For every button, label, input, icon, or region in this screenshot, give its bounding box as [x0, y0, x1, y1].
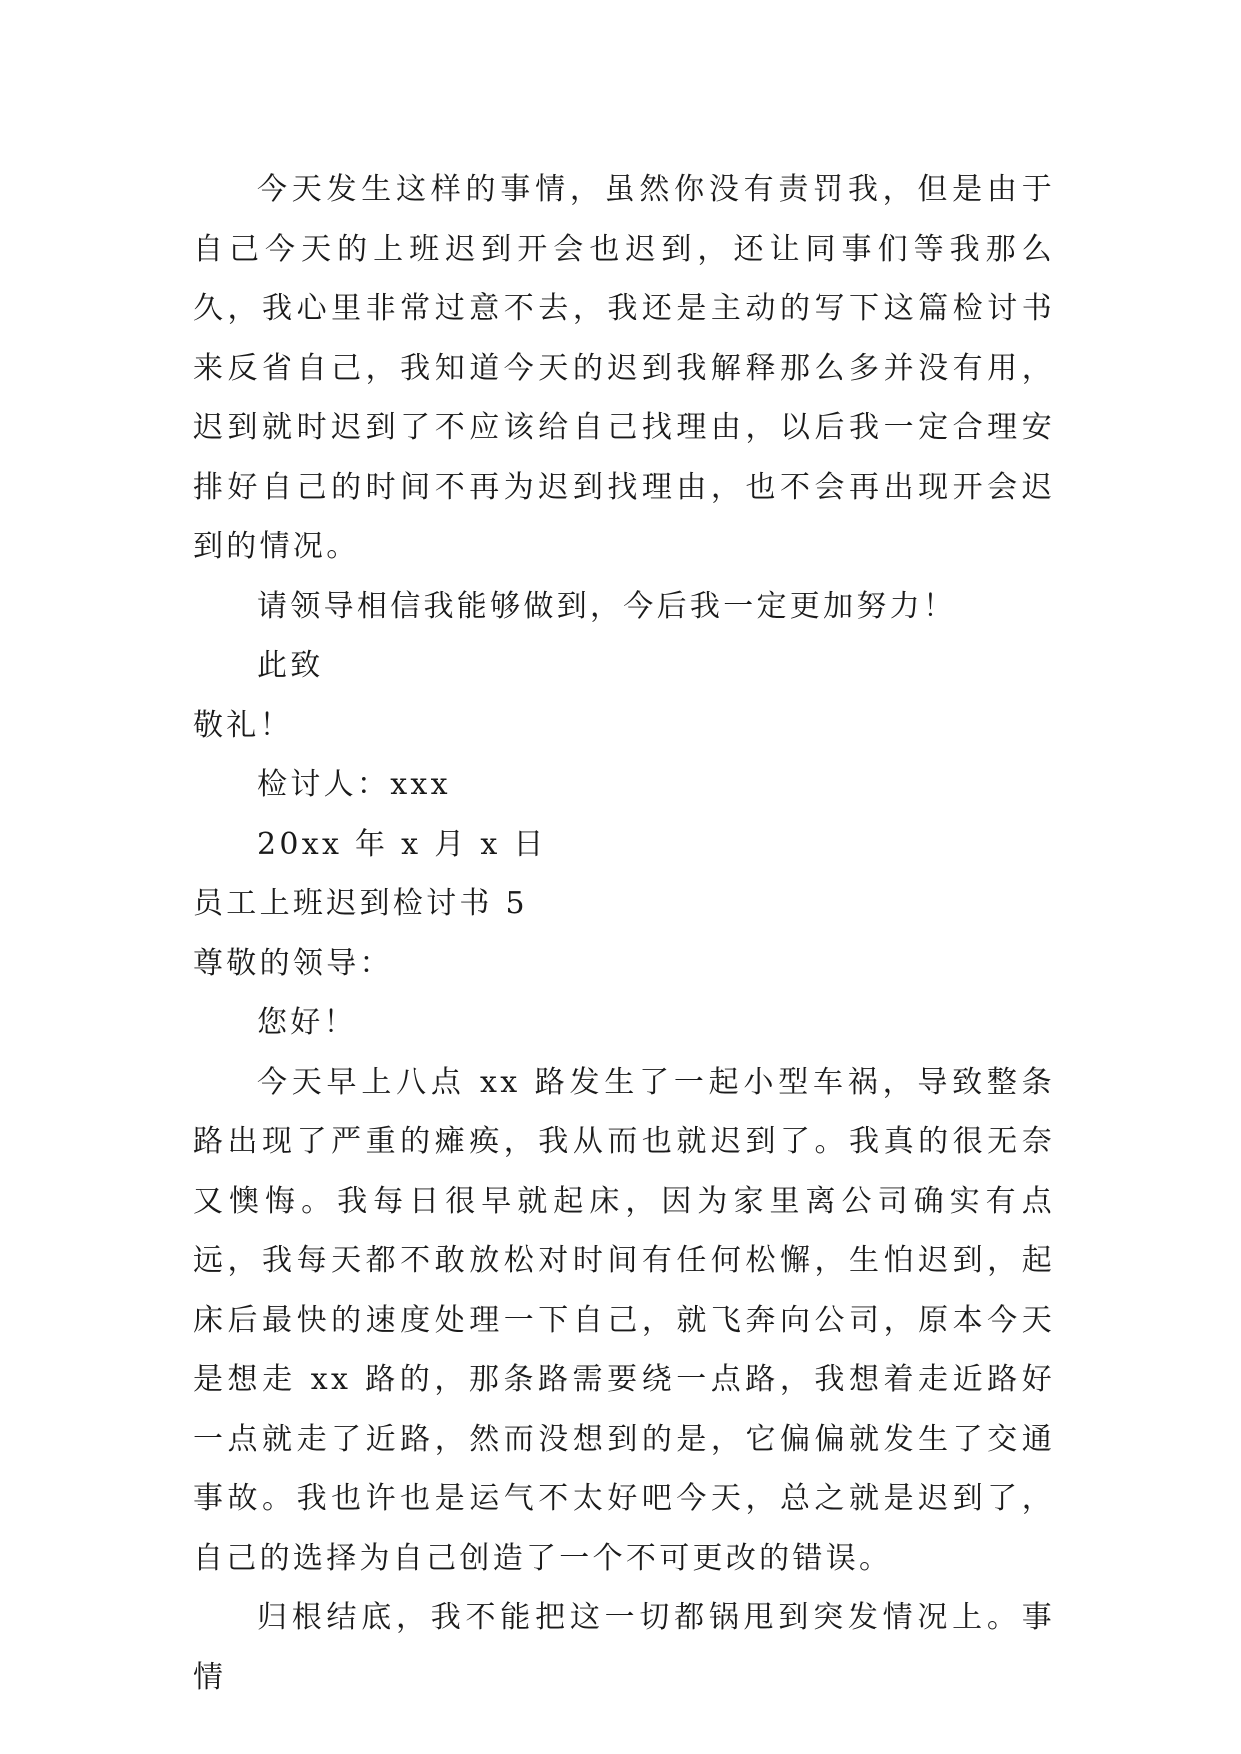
letter-greeting: 您好！ — [257, 1005, 357, 1040]
closing-salutation: 此致 — [257, 648, 324, 683]
paragraph-promise: 请领导相信我能够做到，今后我一定更加努力！ — [257, 588, 957, 624]
section-title: 员工上班迟到检讨书 5 — [193, 886, 528, 921]
paragraph-apology: 今天发生这样的事情，虽然你没有责罚我，但是由于自己今天的上班迟到开会也迟到，还让同事们等我那么久，我心里非常过意不去，我还是主动的写下这篇检讨书来反省自己，我知道今天的迟到我解释那么多并没有用，迟到就时迟到了不应该给自己找理由，以后我一定合理安排好自己的时间不再为迟到找理由，也不会再出现开会迟到的情况。 — [193, 172, 1055, 564]
signature-date: 20xx 年 x 月 x 日 — [257, 826, 547, 862]
paragraph-accident: 今天早上八点 xx 路发生了一起小型车祸，导致整条路出现了严重的瘫痪，我从而也就迟到了。我真的很无奈又懊悔。我每日很早就起床，因为家里离公司确实有点远，我每天都不敢放松对时间有任何松懈，生怕迟到，起床后最快的速度处理一下自己，就飞奔向公司，原本今天是想走 xx 路的，那条路需要绕一点路，我想着走近路好一点就走了近路，然而没想到的是，它偏偏就发生了交通事故。我也许也是运气不太好吧今天，总之就是迟到了，自己的选择为自己创造了一个不可更改的错误。 — [193, 1064, 1055, 1576]
closing-regards: 敬礼！ — [193, 707, 293, 743]
letter-addressee: 尊敬的领导： — [193, 945, 393, 981]
paragraph-conclusion: 归根结底，我不能把这一切都锅甩到突发情况上。事情 — [193, 1600, 1055, 1695]
document-body — [193, 160, 1055, 1707]
signature-author: 检讨人：xxx — [257, 767, 451, 802]
